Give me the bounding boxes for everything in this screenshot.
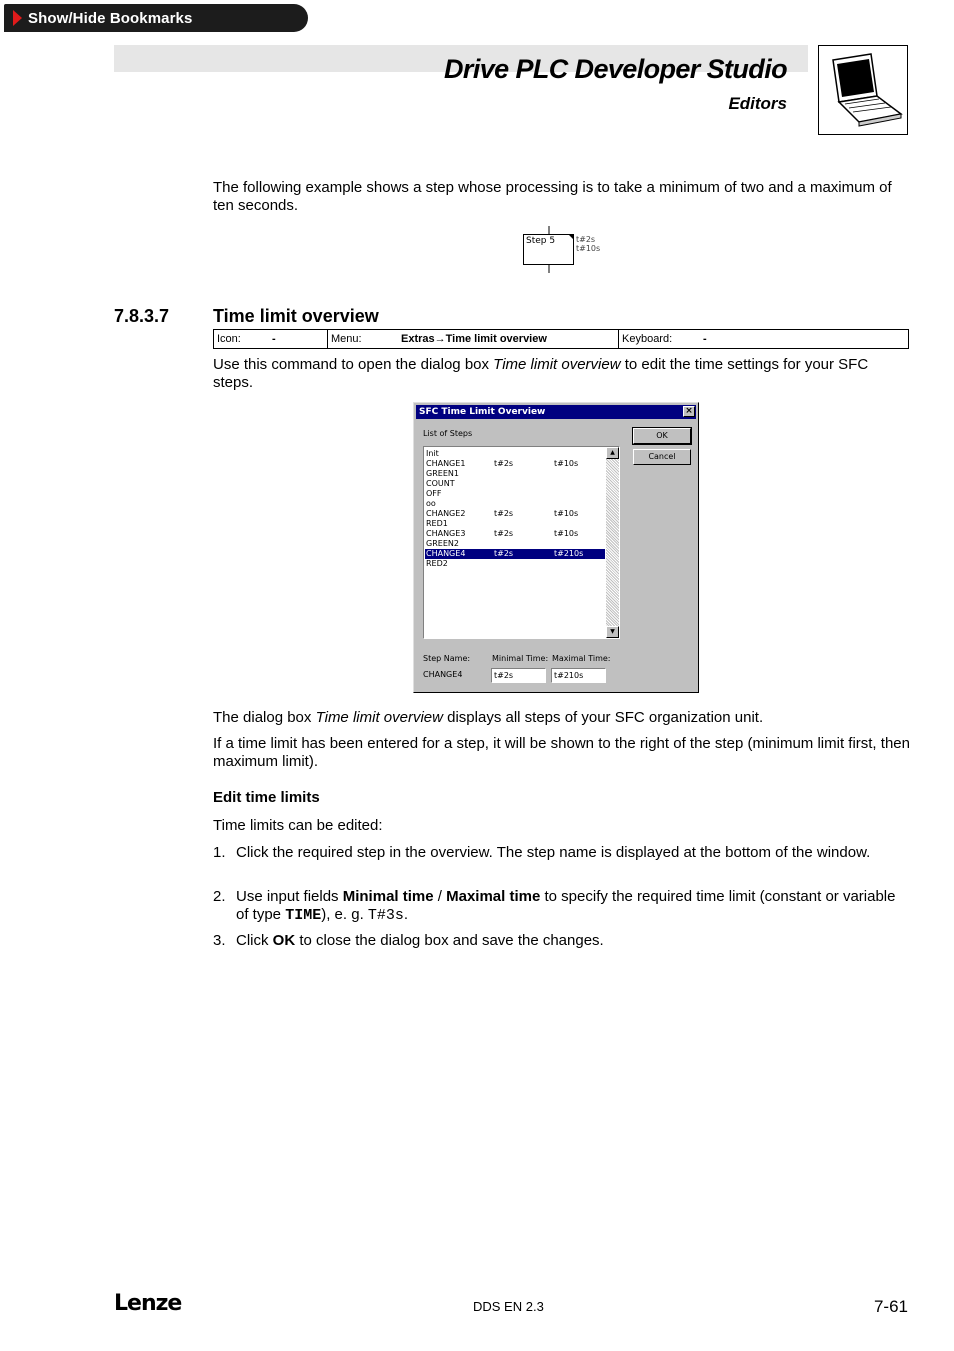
step-name: RED2 bbox=[426, 559, 448, 568]
list-item[interactable] bbox=[425, 539, 605, 549]
step-max-time: t#10s bbox=[554, 529, 579, 538]
step-name-value: CHANGE4 bbox=[423, 670, 463, 679]
page-subtitle: Editors bbox=[728, 94, 787, 113]
list-item[interactable] bbox=[425, 519, 605, 529]
cancel-button[interactable]: Cancel bbox=[633, 449, 691, 465]
page-title: Drive PLC Developer Studio bbox=[444, 54, 787, 84]
scroll-up-icon[interactable]: ▲ bbox=[606, 447, 619, 459]
sfc-time-limit-dialog bbox=[413, 402, 699, 693]
item2-text-1: Use input fields bbox=[236, 888, 343, 905]
step-max-time: t#10s bbox=[576, 244, 601, 253]
keyboard-key: Keyboard: bbox=[622, 333, 673, 345]
icon-cell bbox=[214, 330, 328, 348]
step-name: CHANGE2 bbox=[426, 509, 466, 518]
triangle-right-icon bbox=[13, 10, 22, 26]
item3-ok: OK bbox=[272, 932, 296, 949]
list-item-2 bbox=[236, 888, 911, 925]
menu-cell bbox=[328, 330, 619, 348]
icon-key: Icon: bbox=[217, 333, 241, 345]
intro-paragraph: The following example shows a step whose processing is to take a minimum of two and a maximum of ten seconds. bbox=[213, 179, 892, 214]
command-info-table bbox=[213, 329, 909, 349]
list-number-2: 2. bbox=[213, 888, 226, 905]
item3-text-1: Click bbox=[236, 932, 273, 949]
ok-button[interactable]: OK bbox=[633, 428, 691, 444]
list-item[interactable] bbox=[425, 549, 605, 559]
step-min-time: t#2s bbox=[576, 235, 596, 244]
max-time-field[interactable]: t#210s bbox=[551, 668, 606, 683]
step-name: OFF bbox=[426, 489, 442, 498]
menu-value: Extras→Time limit overview bbox=[401, 333, 547, 345]
step-name: Init bbox=[426, 449, 439, 458]
min-time-label: Minimal Time: bbox=[492, 654, 549, 663]
list-item-1: Click the required step in the overview. The step name is displayed at the bottom of the window. bbox=[236, 844, 871, 861]
close-icon[interactable]: × bbox=[683, 406, 695, 417]
item2-code-example: T#3s bbox=[367, 907, 404, 924]
step-name: CHANGE3 bbox=[426, 529, 466, 538]
usage-text-after: to edit the time settings for your SFC steps. bbox=[213, 356, 869, 391]
step-max-time: t#10s bbox=[554, 509, 579, 518]
list-item[interactable] bbox=[425, 469, 605, 479]
laptop-icon bbox=[818, 45, 908, 135]
list-item[interactable] bbox=[425, 499, 605, 509]
list-item[interactable] bbox=[425, 479, 605, 489]
step-name: oo bbox=[426, 499, 436, 508]
item2-text-2: / bbox=[433, 888, 447, 905]
step-name: GREEN2 bbox=[426, 539, 459, 548]
step-name: COUNT bbox=[426, 479, 455, 488]
listbox-scrollbar[interactable] bbox=[606, 447, 619, 638]
list-item[interactable] bbox=[425, 559, 605, 569]
list-item[interactable] bbox=[425, 459, 605, 469]
icon-value: - bbox=[272, 333, 276, 345]
max-time-label: Maximal Time: bbox=[552, 654, 611, 663]
list-number-1: 1. bbox=[213, 844, 226, 861]
list-number-3: 3. bbox=[213, 932, 226, 949]
usage-text-italic: Time limit overview bbox=[493, 356, 621, 373]
keyboard-value: - bbox=[703, 333, 707, 345]
item2-minimal-time: Minimal time bbox=[342, 888, 434, 905]
page-number: 7-61 bbox=[873, 1297, 908, 1316]
keyboard-cell bbox=[619, 330, 908, 348]
step-name-label: Step Name: bbox=[423, 654, 471, 663]
section-number: 7.8.3.7 bbox=[114, 306, 170, 326]
list-item[interactable] bbox=[425, 489, 605, 499]
dialog-description bbox=[213, 709, 911, 727]
usage-text-before: Use this command to open the dialog box bbox=[213, 356, 494, 373]
list-item-3 bbox=[236, 932, 911, 950]
item2-text-3: to specify the required time limit (constant or variable of type bbox=[236, 888, 896, 923]
edit-intro: Time limits can be edited: bbox=[213, 817, 383, 834]
item2-code-time: TIME bbox=[285, 907, 322, 924]
item2-text-4: ), e. g. bbox=[321, 906, 368, 923]
section-title: Time limit overview bbox=[213, 306, 379, 326]
step-name: GREEN1 bbox=[426, 469, 459, 478]
step-max-time: t#10s bbox=[554, 459, 579, 468]
desc1-before: The dialog box bbox=[213, 709, 316, 726]
menu-key: Menu: bbox=[331, 333, 362, 345]
step-example-diagram bbox=[513, 226, 613, 276]
edit-time-limits-heading: Edit time limits bbox=[213, 789, 320, 806]
step-name: CHANGE4 bbox=[426, 549, 466, 558]
step-max-time: t#210s bbox=[554, 549, 584, 558]
list-item[interactable] bbox=[425, 449, 605, 459]
dialog-titlebar bbox=[416, 405, 696, 419]
item3-text-2: to close the dialog box and save the changes. bbox=[295, 932, 604, 949]
desc1-italic: Time limit overview bbox=[315, 709, 443, 726]
list-item[interactable] bbox=[425, 509, 605, 519]
time-limit-note: If a time limit has been entered for a step, it will be shown to the right of the step (minimum limit first, then maximum limit). bbox=[213, 735, 910, 770]
lenze-logo: Lenze bbox=[114, 1291, 182, 1316]
step-min-time: t#2s bbox=[494, 529, 514, 538]
step-label: Step 5 bbox=[526, 236, 556, 246]
dialog-title: SFC Time Limit Overview bbox=[419, 407, 546, 417]
step-min-time: t#2s bbox=[494, 459, 514, 468]
item2-maximal-time: Maximal time bbox=[446, 888, 541, 905]
usage-paragraph bbox=[213, 356, 911, 392]
min-time-field[interactable]: t#2s bbox=[491, 668, 546, 683]
item2-text-5: . bbox=[403, 906, 409, 923]
step-min-time: t#2s bbox=[494, 509, 514, 518]
document-id: DDS EN 2.3 bbox=[473, 1299, 544, 1314]
show-hide-bookmarks-button[interactable] bbox=[4, 4, 308, 32]
step-name: RED1 bbox=[426, 519, 448, 528]
steps-listbox[interactable] bbox=[423, 446, 620, 639]
list-item[interactable] bbox=[425, 529, 605, 539]
desc1-after: displays all steps of your SFC organization unit. bbox=[442, 709, 764, 726]
step-min-time: t#2s bbox=[494, 549, 514, 558]
bookmarks-tab-label: Show/Hide Bookmarks bbox=[28, 9, 193, 27]
list-of-steps-label: List of Steps bbox=[423, 429, 473, 438]
step-name: CHANGE1 bbox=[426, 459, 466, 468]
scroll-down-icon[interactable]: ▼ bbox=[606, 626, 619, 638]
